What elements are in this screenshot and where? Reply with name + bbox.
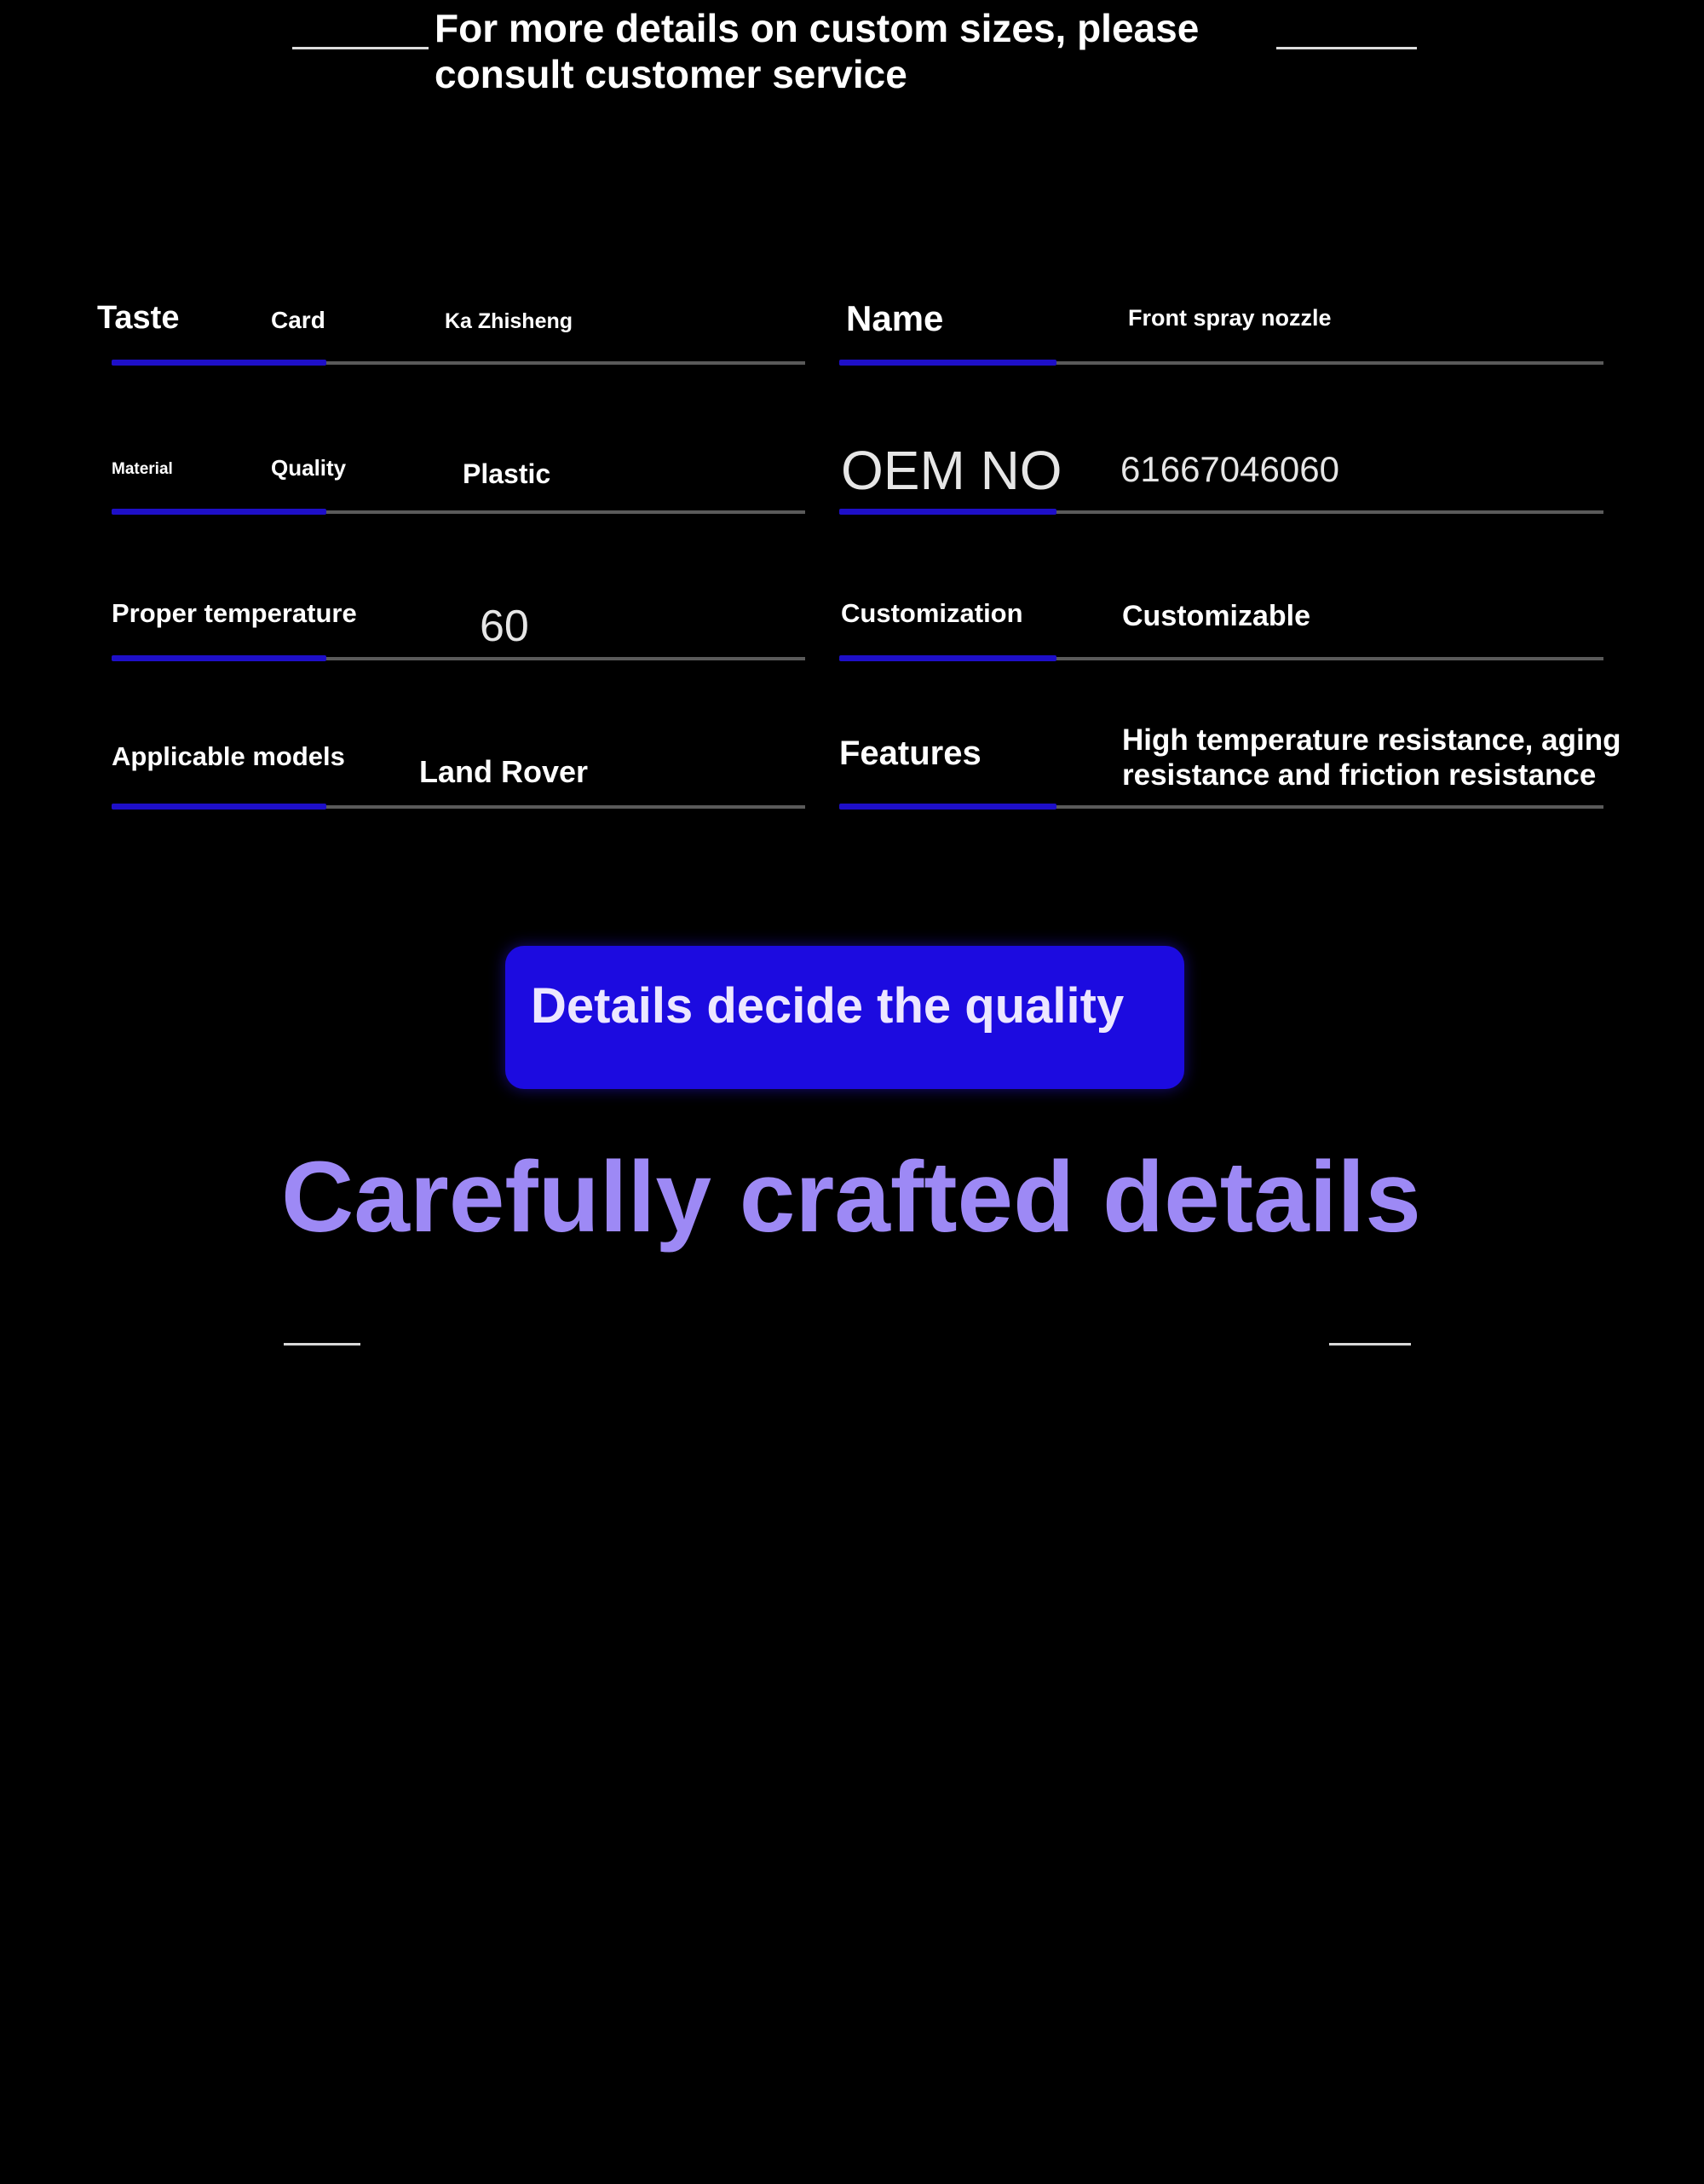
row-accent-3-right — [839, 655, 1056, 661]
section-heading: Carefully crafted details — [281, 1141, 1421, 1253]
row-accent-4-right — [839, 804, 1056, 810]
spec-label-temperature: Proper temperature — [112, 598, 357, 628]
row-accent-1-right — [839, 360, 1056, 366]
header-rule-right — [1276, 47, 1417, 49]
spec-value-oem: 61667046060 — [1120, 449, 1339, 489]
header-rule-left — [292, 47, 429, 49]
spec-value-brand: Ka Zhisheng — [445, 309, 573, 333]
spec-label-oem: OEM NO — [841, 440, 1062, 501]
spec-label-models: Applicable models — [112, 741, 345, 771]
spec-label-material: Material — [112, 460, 173, 478]
spec-value-name: Front spray nozzle — [1128, 305, 1332, 331]
row-accent-2-right — [839, 509, 1056, 515]
header-notice: For more details on custom sizes, please consult customer service — [435, 6, 1200, 96]
spec-label-customization: Customization — [841, 598, 1023, 628]
spec-label-quality: Quality — [271, 455, 347, 481]
row-accent-4-left — [112, 804, 326, 810]
spec-value-models: Land Rover — [419, 754, 589, 789]
heading-rule-right — [1329, 1343, 1411, 1346]
spec-value-features: High temperature resistance, aging resistance and friction resistance — [1122, 723, 1621, 792]
quality-badge-text: Details decide the quality — [531, 978, 1125, 1034]
spec-value-customization: Customizable — [1122, 600, 1311, 632]
spec-label-features: Features — [839, 735, 982, 772]
row-accent-3-left — [112, 655, 326, 661]
spec-label-card: Card — [271, 307, 325, 333]
spec-label-name: Name — [846, 298, 944, 338]
quality-badge — [505, 946, 1184, 1089]
row-accent-1-left — [112, 360, 326, 366]
heading-rule-left — [284, 1343, 360, 1346]
row-accent-2-left — [112, 509, 326, 515]
spec-value-temperature: 60 — [480, 602, 529, 651]
spec-value-material: Plastic — [463, 458, 551, 489]
spec-label-taste: Taste — [97, 300, 180, 336]
